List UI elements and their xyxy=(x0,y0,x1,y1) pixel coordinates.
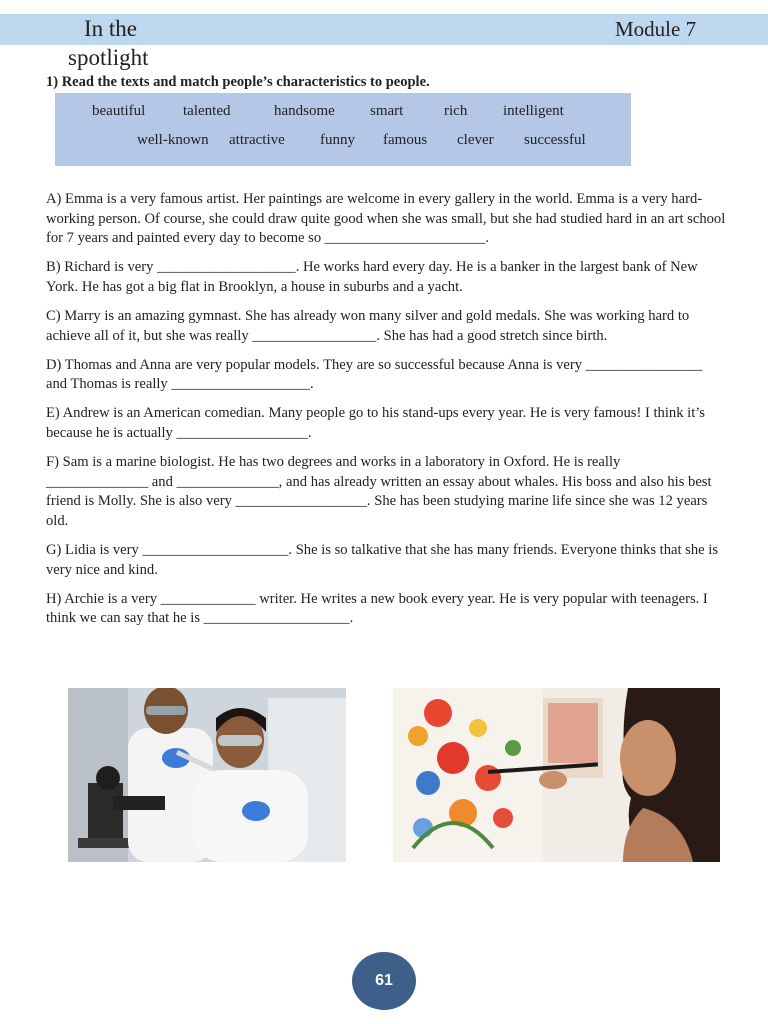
task-instruction: 1) Read the texts and match people’s characteristics to people. xyxy=(46,74,430,90)
word-bank-item: rich xyxy=(444,103,468,119)
artist-painting-illustration xyxy=(393,688,720,862)
artist-painting-photo xyxy=(393,688,720,862)
module-title-line2: spotlight xyxy=(68,45,149,70)
word-bank-item: famous xyxy=(383,132,428,148)
word-bank-item: attractive xyxy=(229,132,285,148)
lab-scientists-illustration xyxy=(68,688,346,862)
page-number-badge: 61 xyxy=(352,952,416,1010)
word-bank-item: clever xyxy=(457,132,494,148)
module-number: Module 7 xyxy=(615,17,697,41)
text-a: A) Emma is a very famous artist. Her paintings are welcome in every gallery in the world. Emma is a very hard-working person. Of course, she could draw quite good when she was small, but she had studied hard in an art school for 7 years and painted every day to become so ______________________. xyxy=(46,191,726,247)
module-title-line1: In the xyxy=(84,16,138,41)
word-bank-item: talented xyxy=(183,103,231,119)
text-f: F) Sam is a marine biologist. He has two degrees and works in a laboratory in Oxford. He is really ______________ and ______________, and has already written an essay about whales. His boss and also his best friend is Molly. She is also very __________________. She has been studying marine life since she was 12 years old. xyxy=(46,454,712,529)
module-title xyxy=(68,14,204,72)
word-bank-item: smart xyxy=(370,103,404,119)
word-bank-item: funny xyxy=(320,132,355,148)
text-g: G) Lidia is very ____________________. She is so talkative that she has many friends. Everyone thinks that she is very nice and kind. xyxy=(46,541,719,578)
word-bank-item: handsome xyxy=(274,103,335,119)
text-e: E) Andrew is an American comedian. Many people go to his stand-ups every year. He is very famous! I think it’s because he is actually __________________. xyxy=(46,405,705,441)
lab-scientists-photo xyxy=(68,688,346,862)
word-bank xyxy=(55,93,631,166)
text-d: D) Thomas and Anna are very popular models. They are so successful because Anna is very ________________ and Thomas is really ___________________. xyxy=(46,356,703,393)
text-h: H) Archie is a very _____________ writer. He writes a new book every year. He is very popular with teenagers. I think we can say that he is ____________________. xyxy=(46,590,708,627)
text-b: B) Richard is very ___________________. He works hard every day. He is a banker in the largest bank of New York. He has got a big flat in Brooklyn, a house in suburbs and a yacht. xyxy=(46,259,698,295)
text-c: C) Marry is an amazing gymnast. She has already won many silver and gold medals. She was working hard to achieve all of it, but she was really _________________. She has had a good stretch since birth. xyxy=(46,307,690,344)
exercise-texts xyxy=(46,190,726,638)
word-bank-item: beautiful xyxy=(92,103,146,119)
word-bank-item: successful xyxy=(524,132,586,148)
word-bank-item: well-known xyxy=(137,132,209,148)
word-bank-item: intelligent xyxy=(503,103,564,119)
